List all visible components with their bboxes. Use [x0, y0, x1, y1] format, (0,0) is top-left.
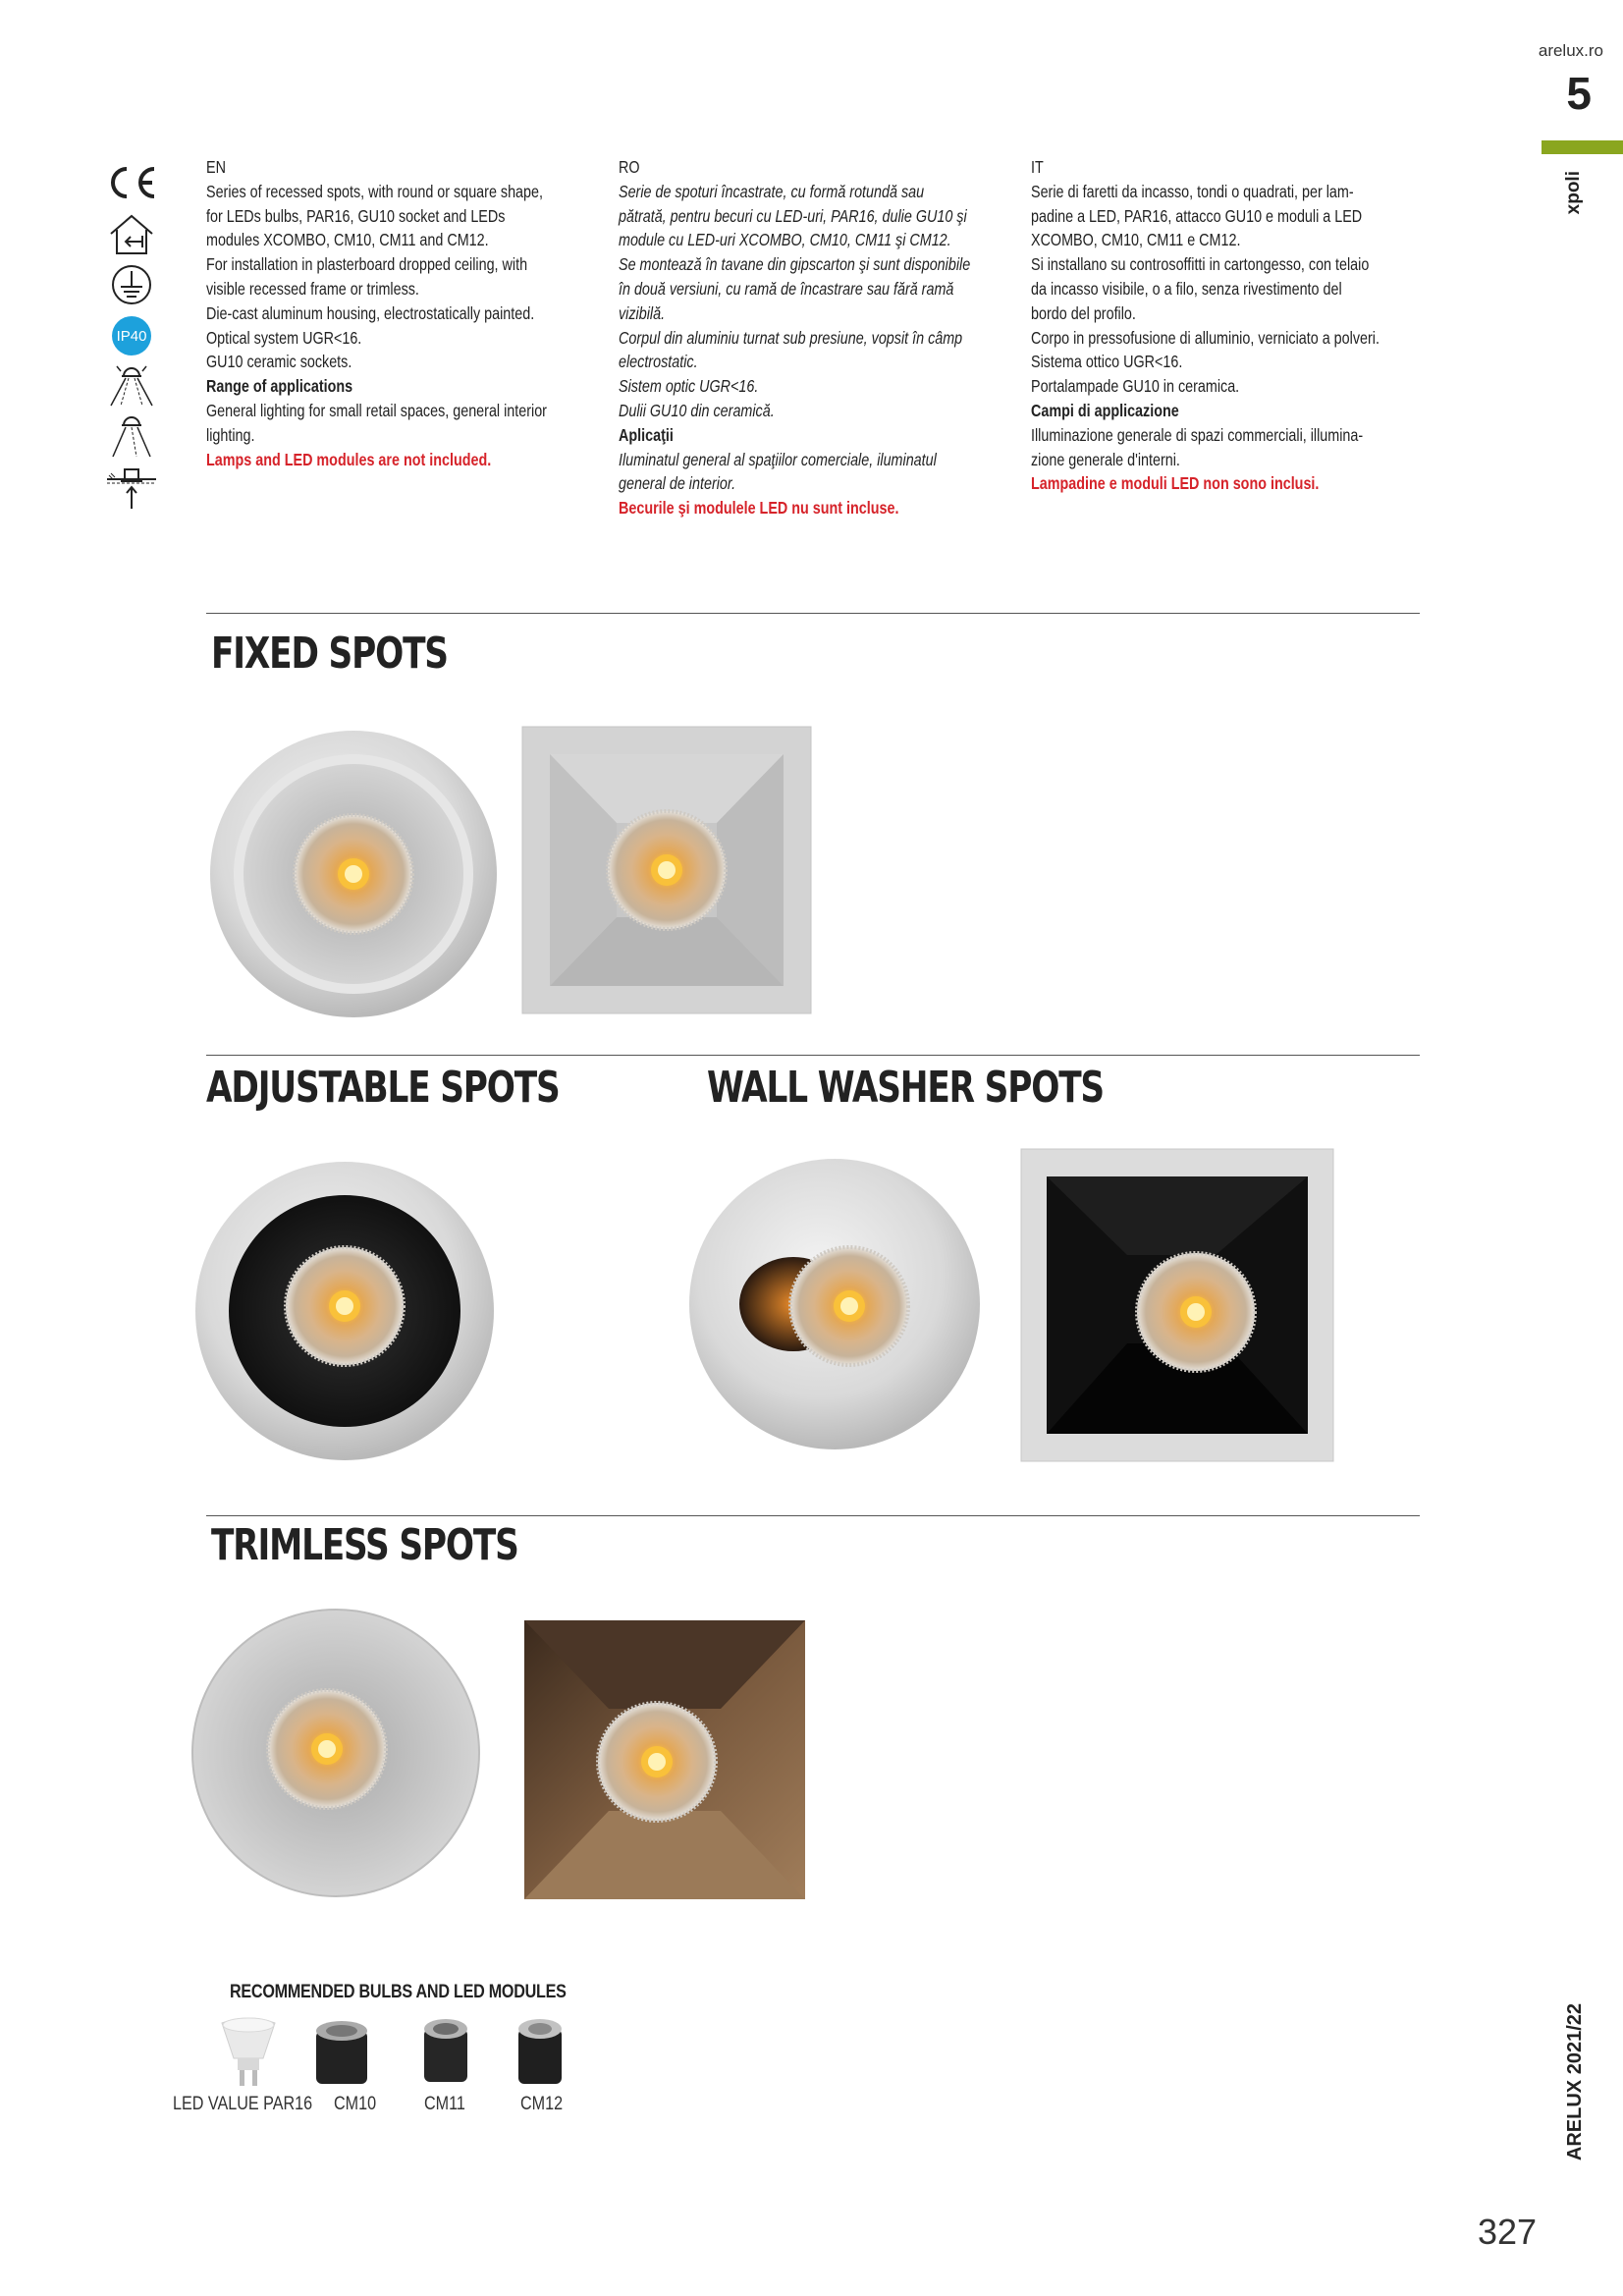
text-line: Dulii GU10 din ceramică.: [619, 400, 775, 420]
chapter-accent-bar: [1542, 140, 1623, 154]
led-value-par16-image: [216, 2015, 281, 2090]
text-line: Serie di faretti da incasso, tondi o quadrati, per lam-: [1031, 181, 1354, 201]
section-divider: [206, 613, 1420, 614]
text-line: general de interior.: [619, 473, 736, 494]
bulb-label: CM11: [424, 2094, 465, 2114]
text-line: visible recessed frame or trimless.: [206, 278, 419, 299]
lang-label: EN: [206, 157, 226, 177]
text-line: Sistema ottico UGR<16.: [1031, 352, 1183, 372]
text-line: bordo del profilo.: [1031, 302, 1136, 323]
site-url: arelux.ro: [1538, 41, 1603, 60]
page-number: 327: [1478, 2212, 1538, 2252]
section-divider: [206, 1515, 1420, 1516]
adjustable-spot-image: [192, 1159, 497, 1463]
text-line: da incasso visibile, o a filo, senza rivestimento del: [1031, 278, 1342, 299]
ip-rating-icon: [104, 310, 159, 361]
text-line: în două versiuni, cu ramă de încastrare sau fără ramă: [619, 278, 954, 299]
earth-ground-icon: [104, 259, 159, 310]
text-line: General lighting for small retail spaces, general interior: [206, 400, 547, 420]
text-line: Serie de spoturi încastrate, cu formă rotundă sau: [619, 181, 925, 201]
text-line: electrostatic.: [619, 352, 698, 372]
text-line: For installation in plasterboard dropped ceiling, with: [206, 254, 528, 275]
chapter-number: 5: [1566, 68, 1592, 119]
range-heading: Aplicaţii: [619, 424, 674, 445]
series-name: xpoli: [1563, 171, 1584, 215]
text-line: Die-cast aluminum housing, electrostatically painted.: [206, 302, 535, 323]
text-line: vizibilă.: [619, 302, 666, 323]
cm11-module-image: [418, 2015, 473, 2086]
text-line: zione generale d'interni.: [1031, 449, 1180, 469]
bulb-label: CM12: [520, 2094, 564, 2114]
text-line: modules XCOMBO, CM10, CM11 and CM12.: [206, 230, 489, 250]
wall-washer-round-spot-image: [687, 1157, 982, 1451]
cm10-module-image: [312, 2017, 371, 2088]
cm12-module-image: [513, 2013, 568, 2088]
catalog-label: ARELUX 2021/22: [1564, 2003, 1586, 2161]
lang-label: IT: [1031, 157, 1044, 177]
section-title-adjustable: ADJUSTABLE SPOTS: [206, 1063, 560, 1113]
section-title-fixed: FIXED SPOTS: [211, 629, 448, 679]
exclusion-note: Becurile şi modulele LED nu sunt incluse.: [619, 498, 899, 519]
section-title-trimless: TRIMLESS SPOTS: [211, 1520, 518, 1570]
text-line: Portalampade GU10 in ceramica.: [1031, 376, 1240, 397]
recommended-title: RECOMMENDED BULBS AND LED MODULES: [230, 1982, 567, 2002]
text-line: Corpul din aluminiu turnat sub presiune, vopsit în câmp: [619, 327, 963, 348]
text-line: Se montează în tavane din gipscarton şi sunt disponibile: [619, 254, 971, 275]
lang-label: RO: [619, 157, 640, 177]
exclusion-note: Lampadine e moduli LED non sono inclusi.: [1031, 473, 1320, 494]
text-line: Optical system UGR<16.: [206, 327, 362, 348]
range-heading: Range of applications: [206, 376, 353, 397]
recessed-mounting-icon: [104, 464, 159, 515]
fixed-round-spot-image: [206, 727, 501, 1021]
fixed-square-spot-image: [520, 725, 815, 1017]
text-line: module cu LED-uri XCOMBO, CM10, CM11 şi CM12.: [619, 230, 951, 250]
trimless-square-spot-image: [524, 1620, 805, 1899]
text-line: Sistem optic UGR<16.: [619, 376, 759, 397]
text-line: pătrată, pentru becuri cu LED-uri, PAR16, dulie GU10 şi: [619, 205, 967, 226]
text-line: padine a LED, PAR16, attacco GU10 e moduli a LED: [1031, 205, 1363, 226]
text-line: XCOMBO, CM10, CM11 e CM12.: [1031, 230, 1241, 250]
exclusion-note: Lamps and LED modules are not included.: [206, 449, 492, 469]
text-line: for LEDs bulbs, PAR16, GU10 socket and LEDs: [206, 205, 506, 226]
bulb-label: CM10: [334, 2094, 377, 2114]
text-line: Iluminatul general al spaţiilor comerciale, iluminatul: [619, 449, 937, 469]
text-line: Illuminazione generale di spazi commerciali, illumina-: [1031, 424, 1364, 445]
description-ro: [619, 155, 1006, 520]
description-en: [206, 155, 594, 471]
text-line: lighting.: [206, 424, 255, 445]
ip-rating-badge: IP40: [112, 316, 151, 355]
bulb-label: LED VALUE PAR16: [173, 2094, 313, 2114]
certification-icons: [104, 157, 159, 515]
section-divider: [206, 1055, 1420, 1056]
beam-narrow-icon: [104, 412, 159, 464]
text-line: Corpo in pressofusione di alluminio, verniciato a polveri.: [1031, 327, 1380, 348]
class-ii-house-icon: [104, 208, 159, 259]
ce-mark-icon: [104, 157, 159, 208]
beam-diffuse-icon: [104, 361, 159, 412]
text-line: Si installano su controsoffitti in cartongesso, con telaio: [1031, 254, 1370, 275]
text-line: Series of recessed spots, with round or square shape,: [206, 181, 544, 201]
section-title-wall-washer: WALL WASHER SPOTS: [707, 1063, 1104, 1113]
trimless-round-spot-image: [189, 1607, 482, 1899]
range-heading: Campi di applicazione: [1031, 400, 1179, 420]
text-line: GU10 ceramic sockets.: [206, 352, 352, 372]
wall-washer-square-spot-image: [1019, 1147, 1335, 1463]
description-it: [1031, 155, 1419, 496]
